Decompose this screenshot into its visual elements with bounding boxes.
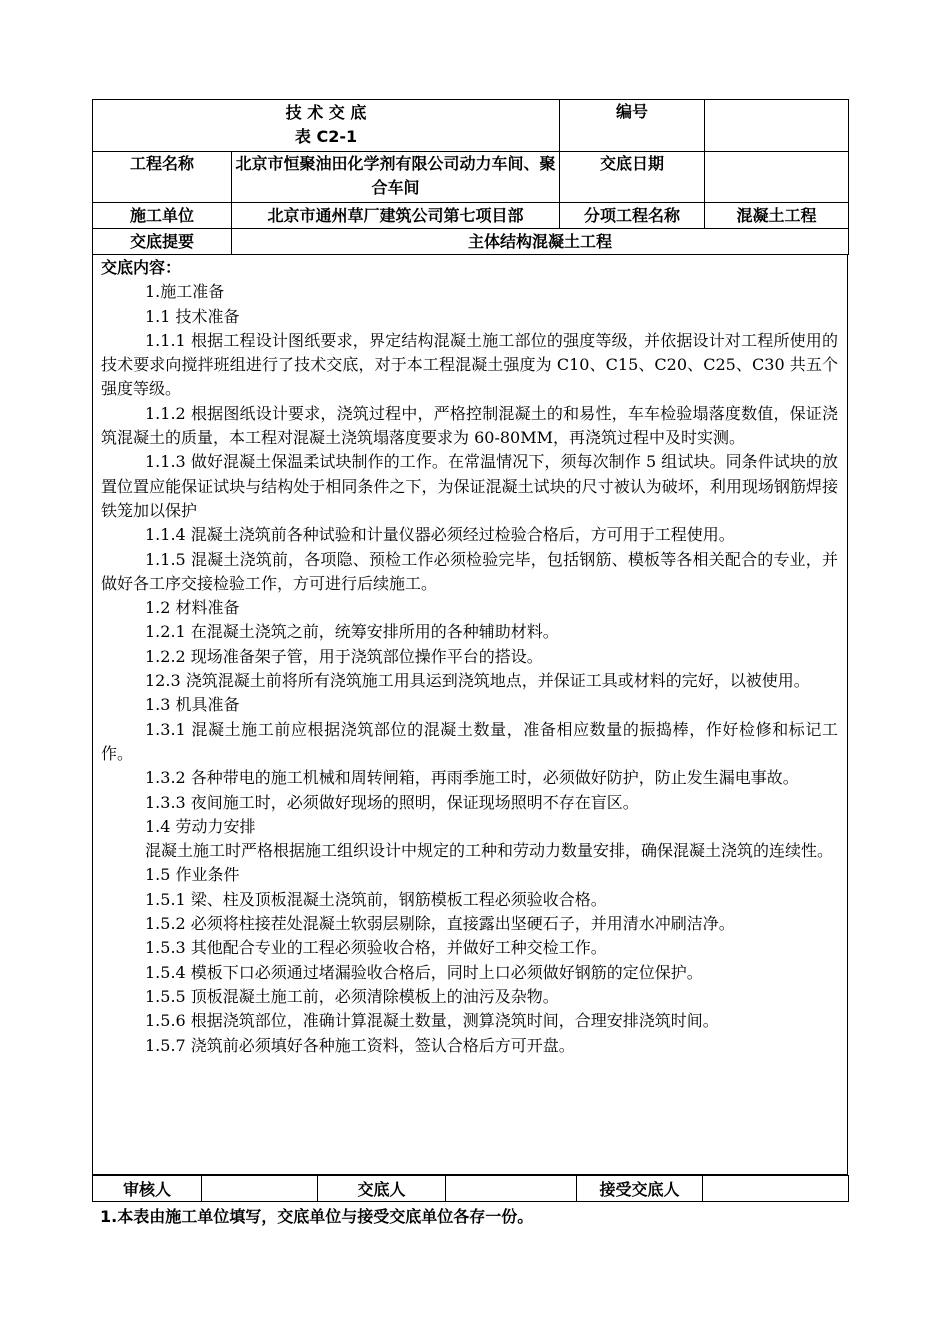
receiver-value xyxy=(703,1176,849,1202)
content-paragraph: 1.1.2 根据图纸设计要求，浇筑过程中，严格控制混凝土的和易性，车车检验塌落度数值，保证浇筑混凝土的质量，本工程对混凝土浇筑塌落度要求为 60-80MM，再浇筑过程中及时实测。 xyxy=(101,403,838,448)
content-paragraph: 1.1.1 根据工程设计图纸要求，界定结构混凝土施工部位的强度等级，并依据设计对工程所使用的技术要求向搅拌班组进行了技术交底，对于本工程混凝土强度为 C10、C15、C20、C25、C30 共五个强度等级。 xyxy=(101,330,838,399)
date-value xyxy=(705,152,849,203)
receiver-label: 接受交底人 xyxy=(577,1176,703,1202)
content-paragraph: 混凝土施工时严格根据施工组织设计中规定的工种和劳动力数量安排，确保混凝土浇筑的连续性。 xyxy=(145,841,834,861)
content-paragraph: 1.1.5 混凝土浇筑前，各项隐、预检工作必须检验完毕，包括钢筋、模板等各相关配合的专业，并做好各工序交接检验工作，方可进行后续施工。 xyxy=(101,549,838,593)
content-paragraph: 1.5.6 根据浇筑部位，准确计算混凝土数量，测算浇筑时间，合理安排浇筑时间。 xyxy=(145,1011,719,1031)
form-title-line2: 表 C2-1 xyxy=(294,127,358,146)
content-paragraph: 1.5.4 模板下口必须通过堵漏验收合格后，同时上口必须做好钢筋的定位保护。 xyxy=(145,962,703,982)
header-table xyxy=(92,99,849,255)
number-value xyxy=(705,100,849,152)
signature-table xyxy=(92,1175,849,1202)
content-paragraph: 12.3 浇筑混凝土前将所有浇筑施工用具运到浇筑地点，并保证工具或材料的完好，以被使用。 xyxy=(145,671,810,691)
unit-label: 施工单位 xyxy=(93,203,232,229)
content-paragraph: 1.2.2 现场准备架子管，用于浇筑部位操作平台的搭设。 xyxy=(145,646,543,666)
content-heading: 交底内容： xyxy=(101,258,182,277)
presenter-label: 交底人 xyxy=(318,1176,446,1202)
content-paragraph: 1.3.1 混凝土施工前应根据浇筑部位的混凝土数量，准备相应数量的振捣棒，作好检修和标记工作。 xyxy=(101,719,838,763)
form-title-line1: 技 术 交 底 xyxy=(285,103,367,122)
content-paragraph: 1.3.3 夜间施工时，必须做好现场的照明，保证现场照明不存在盲区。 xyxy=(145,792,639,812)
content-paragraph: 1.5.5 顶板混凝土施工前，必须清除模板上的油污及杂物。 xyxy=(145,986,559,1006)
content-paragraph: 1.1.4 混凝土浇筑前各种试验和计量仪器必须经过检验合格后，方可用于工程使用。 xyxy=(145,525,735,545)
reviewer-label: 审核人 xyxy=(93,1176,202,1202)
number-label: 编号 xyxy=(560,100,705,152)
content-paragraph: 1.3.2 各种带电的施工机械和周转闸箱，再雨季施工时，必须做好防护，防止发生漏电事故。 xyxy=(145,768,799,788)
content-paragraph: 1.5.3 其他配合专业的工程必须验收合格，并做好工种交检工作。 xyxy=(145,938,607,958)
summary-value: 主体结构混凝土工程 xyxy=(232,229,849,255)
content-paragraph: 1.1 技术准备 xyxy=(145,306,240,326)
content-section xyxy=(92,255,848,1175)
form-title xyxy=(93,100,560,152)
content-paragraph: 1.2.1 在混凝土浇筑之前，统筹安排所用的各种辅助材料。 xyxy=(145,622,559,642)
content-paragraph: 1.4 劳动力安排 xyxy=(145,816,256,836)
disclosure-form xyxy=(92,99,848,1227)
content-paragraphs xyxy=(93,280,847,1058)
reviewer-value xyxy=(202,1176,318,1202)
content-paragraph: 1.2 材料准备 xyxy=(145,598,240,618)
content-paragraph: 1.施工准备 xyxy=(145,282,225,302)
content-paragraph: 1.3 机具准备 xyxy=(145,695,240,715)
content-paragraph: 1.5.1 梁、柱及顶板混凝土浇筑前，钢筋模板工程必须验收合格。 xyxy=(145,889,607,909)
project-value: 北京市恒聚油田化学剂有限公司动力车间、聚合车间 xyxy=(232,152,560,203)
project-label: 工程名称 xyxy=(93,152,232,203)
unit-value: 北京市通州草厂建筑公司第七项目部 xyxy=(232,203,560,229)
footnote: 1.本表由施工单位填写，交底单位与接受交底单位各存一份。 xyxy=(100,1207,534,1226)
date-label: 交底日期 xyxy=(560,152,705,203)
subproject-label: 分项工程名称 xyxy=(560,203,705,229)
content-paragraph: 1.5 作业条件 xyxy=(145,865,240,885)
content-paragraph: 1.1.3 做好混凝土保温柔试块制作的工作。在常温情况下，须每次制作 5 组试块。同条件试块的放置位置应能保证试块与结构处于相同条件之下，为保证混凝土试块的尺寸被认为破坏，利用现场钢筋焊接铁笼加以保护 xyxy=(101,452,838,520)
content-paragraph: 1.5.7 浇筑前必须填好各种施工资料，签认合格后方可开盘。 xyxy=(145,1035,575,1055)
summary-label: 交底提要 xyxy=(93,229,232,255)
content-paragraph: 1.5.2 必须将柱接茬处混凝土软弱层剔除，直接露出坚硬石子，并用清水冲刷洁净。 xyxy=(145,914,735,934)
presenter-value xyxy=(446,1176,577,1202)
subproject-value: 混凝土工程 xyxy=(705,203,849,229)
